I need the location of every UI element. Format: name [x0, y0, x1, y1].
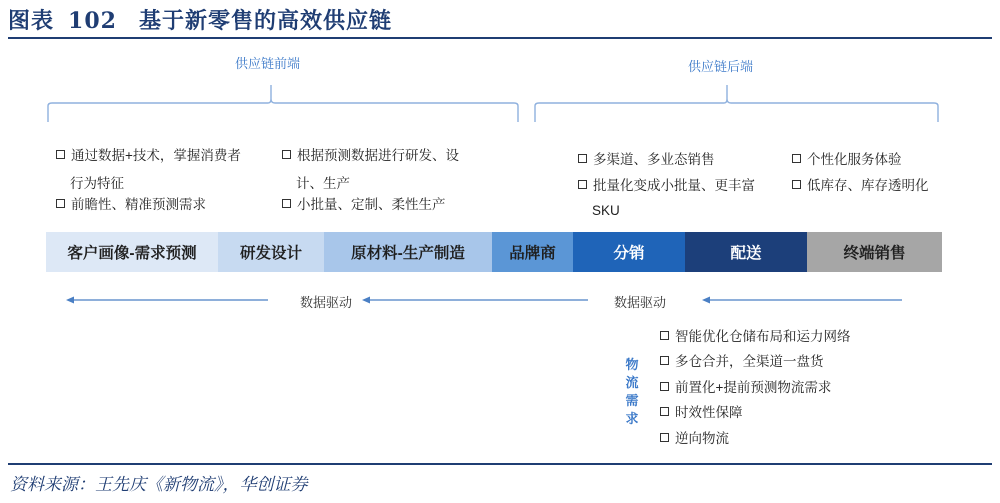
- chain-step-retail: 终端销售: [807, 232, 942, 272]
- driver-label-left: 数据驱动: [300, 295, 353, 310]
- back-left-bullet-2: 批量化变成小批量、更丰富: [578, 178, 755, 194]
- driver-arrowhead-middle: [362, 297, 370, 304]
- back-right-bullet-2: 低库存、库存透明化: [792, 178, 929, 194]
- chain-step-rd-design: 研发设计: [218, 232, 324, 272]
- driver-arrowhead-left: [66, 297, 74, 304]
- checkbox-icon: [578, 180, 587, 189]
- chain-step-delivery: 配送: [685, 232, 807, 272]
- checkbox-icon: [56, 199, 65, 208]
- front-left-bullet-1: 通过数据+技术，掌握消费者: [56, 148, 241, 164]
- driver-label-right: 数据驱动: [614, 295, 667, 310]
- front-right-bullet-1: 根据预测数据进行研发、设: [282, 148, 459, 164]
- figure-number: 102: [68, 8, 117, 34]
- logistics-item-3: 前置化+提前预测物流需求: [660, 380, 831, 396]
- driver-arrowhead-right: [702, 297, 710, 304]
- checkbox-icon: [282, 199, 291, 208]
- checkbox-icon: [660, 331, 669, 340]
- logistics-item-1: 智能优化仓储布局和运力网络: [660, 329, 851, 345]
- chain-step-manufacturing: 原材料-生产制造: [324, 232, 492, 272]
- checkbox-icon: [56, 150, 65, 159]
- chain-step-distribution: 分销: [573, 232, 685, 272]
- checkbox-icon: [282, 150, 291, 159]
- logistics-item-2: 多仓合并，全渠道一盘货: [660, 354, 824, 370]
- checkbox-icon: [660, 407, 669, 416]
- back-brace: [535, 85, 938, 122]
- logistics-item-5: 逆向物流: [660, 431, 729, 447]
- logistics-demand-label: 物 流 需 求: [625, 357, 639, 426]
- chain-step-brand: 品牌商: [492, 232, 573, 272]
- figure-label: 图表: [8, 8, 55, 34]
- supply-chain-bar: [46, 232, 942, 272]
- chain-step-customer-profile: 客户画像-需求预测: [46, 232, 218, 272]
- front-right-bullet-2: 小批量、定制、柔性生产: [282, 197, 446, 213]
- checkbox-icon: [578, 154, 587, 163]
- source-rule: [8, 463, 992, 465]
- figure-title-text: 基于新零售的高效供应链: [138, 8, 392, 34]
- back-left-bullet-2-cont: SKU: [592, 203, 620, 218]
- back-section-label: 供应链后端: [688, 59, 754, 74]
- checkbox-icon: [660, 356, 669, 365]
- checkbox-icon: [792, 154, 801, 163]
- front-section-label: 供应链前端: [235, 56, 301, 71]
- back-right-bullet-1: 个性化服务体验: [792, 152, 902, 168]
- checkbox-icon: [792, 180, 801, 189]
- checkbox-icon: [660, 382, 669, 391]
- source-note: 资料来源：王先庆《新物流》，华创证券: [10, 475, 308, 495]
- front-right-bullet-1-cont: 计、生产: [296, 176, 350, 191]
- logistics-item-4: 时效性保障: [660, 405, 743, 421]
- front-left-bullet-1-cont: 行为特征: [70, 176, 124, 191]
- back-left-bullet-1: 多渠道、多业态销售: [578, 152, 715, 168]
- checkbox-icon: [660, 433, 669, 442]
- front-brace: [48, 85, 518, 122]
- front-left-bullet-2: 前瞻性、精准预测需求: [56, 197, 206, 213]
